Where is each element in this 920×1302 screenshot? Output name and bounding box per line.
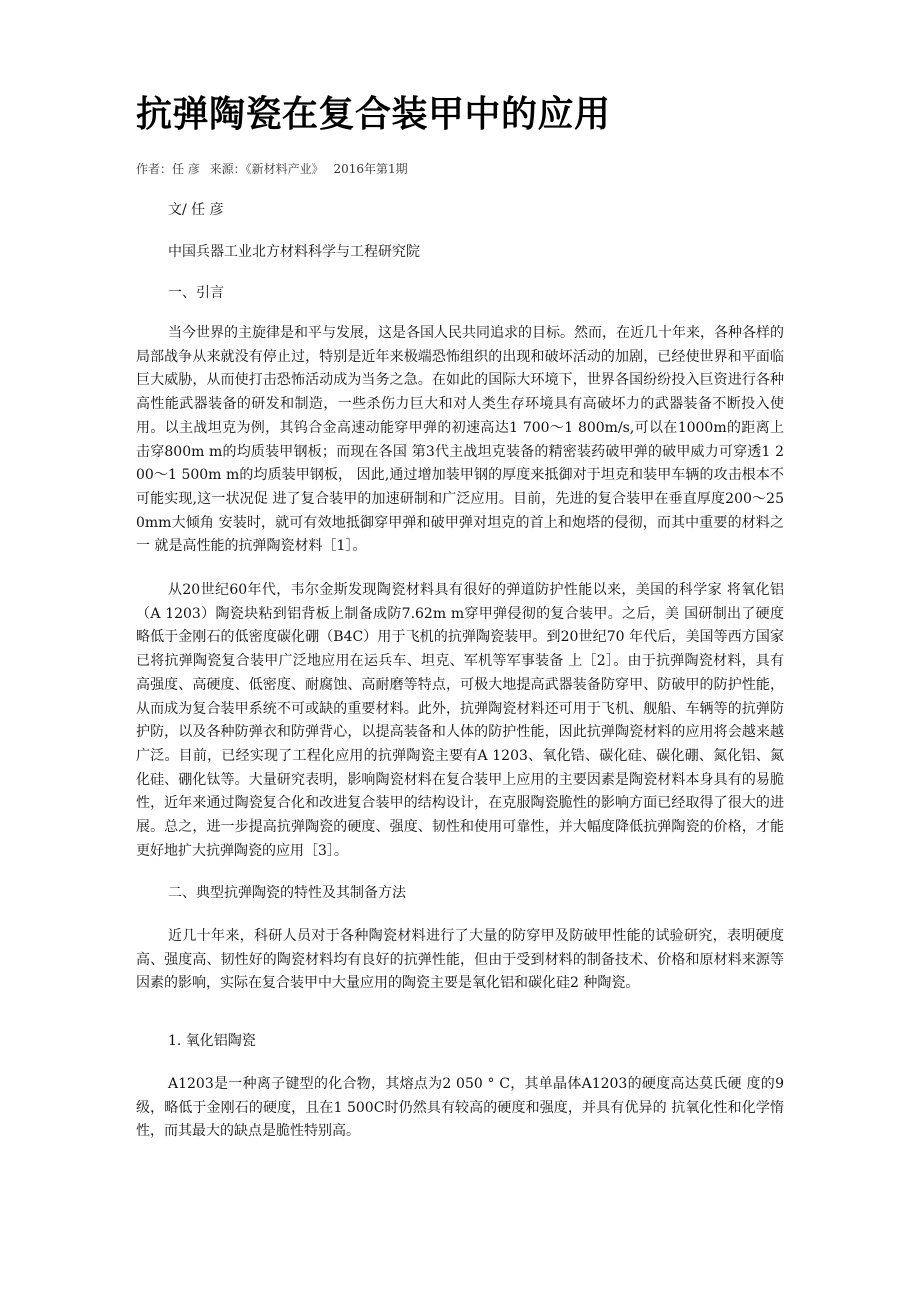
paragraph-2: 从20世纪60年代，韦尔金斯发现陶瓷材料具有很好的弹道防护性能以来，美国的科学家 将氧化铝（A 1203）陶瓷块粘到铝背板上制备成防7.62m m穿甲弹侵彻的复合装甲。之后，美 国研制出了硬度略低于金刚石的低密度碳化硼（B4C）用于飞机的抗弹陶瓷装甲。到20世纪70 年代后，美国等西方国家已将抗弹陶瓷复合装甲广泛地应用在运兵车、坦克、军机等军事装备 上［2］。由于抗弹陶瓷材料，具有高强度、高硬度、低密度、耐腐蚀、高耐磨等特点，可极大地提高武器装备防穿甲、防破甲的防护性能，从而成为复合装甲系统不可或缺的重要材料。此外，抗弹陶瓷材料还可用于飞机、舰船、车辆等的抗弹防护防，以及各种防弹衣和防弹背心，以提高装备和人体的防护性能，因此抗弹陶瓷材料的应用将会越来越广泛。目前，已经实现了工程化应用的抗弹陶瓷主要有A 1203、氧化锆、碳化硅、碳化硼、氮化铝、氮化硅、硼化钛等。大量研究表明，影响陶瓷材料在复合装甲上应用的主要因素是陶瓷材料本身具有的易脆性，近年来通过陶瓷复合化和改进复合装甲的结构设计，在克服陶瓷脆性的影响方面已经取得了很大的进展。总之，进一步提高抗弹陶瓷的硬度、强度、韧性和使用可靠性，并大幅度降低抗弹陶瓷的价格，才能更好地扩大抗弹陶瓷的应用［3］。 bbox=[136, 582, 784, 859]
meta-author: 作者：任 彦 bbox=[136, 162, 200, 176]
paragraph-4: A1203是一种离子键型的化合物，其熔点为2 050 ° C，其单晶体A1203的硬度高达莫氏硬 度的9级，略低于金刚石的硬度，且在1 500C时仍然具有较高的硬度和强度，并具有优异的 抗氧化性和化学惰性，而其最大的缺点是脆性特别高。 bbox=[136, 1076, 784, 1140]
article-meta bbox=[136, 159, 414, 179]
paragraph-3: 近几十年来，科研人员对于各种陶瓷材料进行了大量的防穿甲及防破甲性能的试验研究，表明硬度高、强度高、韧性好的陶瓷材料均有良好的抗弹性能，但由于受到材料的制备技术、价格和原材料来源等因素的影响，实际在复合装甲中大量应用的陶瓷主要是氧化铝和碳化硅2 种陶瓷。 bbox=[136, 928, 784, 992]
article-title: 抗弹陶瓷在复合装甲中的应用 bbox=[136, 94, 611, 135]
section-heading-typical-ceramics: 二、典型抗弹陶瓷的特性及其制备方法 bbox=[168, 885, 406, 901]
paragraph-1: 当今世界的主旋律是和平与发展，这是各国人民共同追求的目标。然而，在近几十年来，各种各样的局部战争从来就没有停止过，特别是近年来极端恐怖组织的出现和破坏活动的加剧，已经使世界和平面临巨大威胁，从而使打击恐怖活动成为当务之急。在如此的国际大环境下，世界各国纷纷投入巨资进行各种高性能武器装备的研发和制造，一些杀伤力巨大和对人类生存环境具有高破坏力的武器装备不断投入使用。以主战坦克为例，其钨合金高速动能穿甲弹的初速高达1 700～1 800m/s,可以在1000m的距离上击穿800m m的均质装甲钢板；而现在各国 第3代主战坦克装备的精密装药破甲弹的破甲威力可穿透1 200～1 500m m的均质装甲钢板， 因此,通过增加装甲钢的厚度来抵御对于坦克和装甲车辆的攻击根本不可能实现,这一状况促 进了复合装甲的加速研制和广泛应用。目前，先进的复合装甲在垂直厚度200～250mm大倾角 安装时，就可有效地抵御穿甲弹和破甲弹对坦克的首上和炮塔的侵彻，而其中重要的材料之一 就是高性能的抗弹陶瓷材料［1］。 bbox=[136, 325, 784, 555]
organization: 中国兵器工业北方材料科学与工程研究院 bbox=[168, 244, 420, 260]
meta-issue: 2016年第1期 bbox=[333, 162, 408, 176]
subsection-heading-alumina: 1. 氧化铝陶瓷 bbox=[168, 1033, 256, 1049]
meta-source: 来源：《新材料产业》 bbox=[209, 162, 324, 176]
section-heading-introduction: 一、引言 bbox=[168, 285, 224, 301]
byline: 文/ 任 彦 bbox=[168, 202, 224, 218]
